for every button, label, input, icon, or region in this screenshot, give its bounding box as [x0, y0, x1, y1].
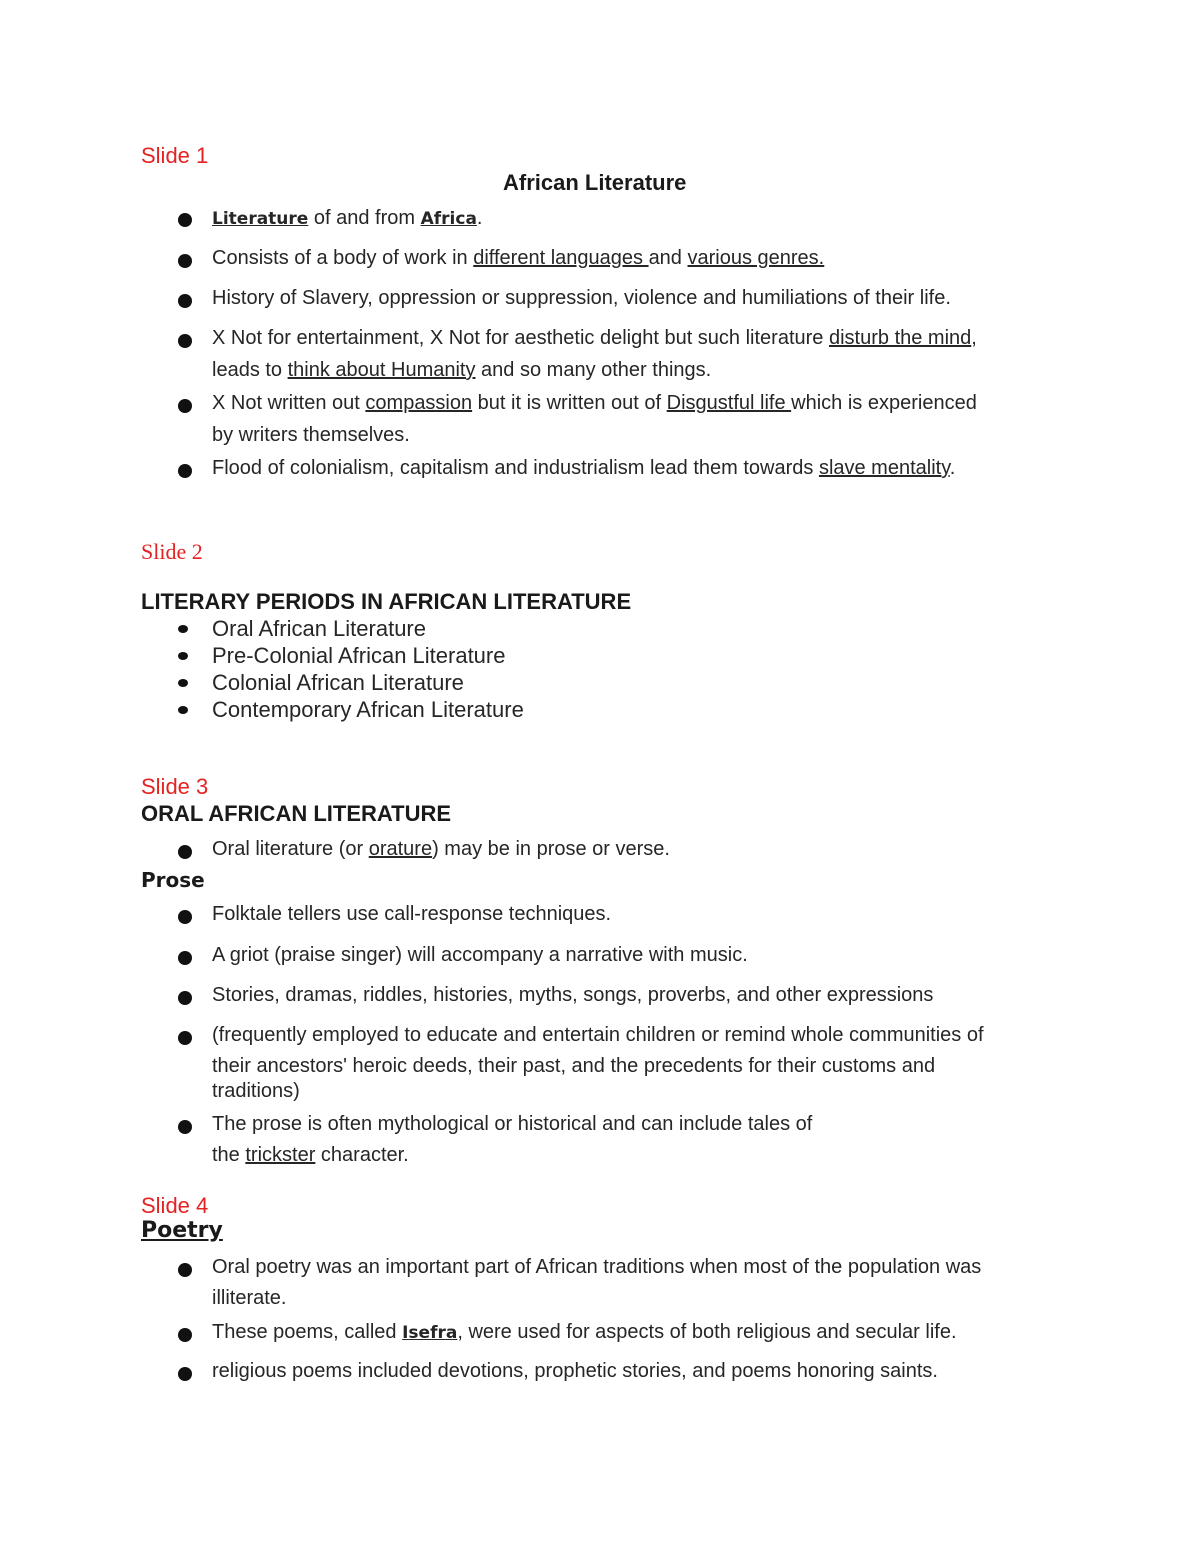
bullet-icon	[178, 1367, 192, 1381]
bullet-icon	[178, 991, 192, 1005]
prose-bullet-5-cont: the trickster character.	[212, 1144, 409, 1166]
slide-1-bullet-2: Consists of a body of work in different languages and various genres.	[212, 247, 825, 269]
prose-bullet-3: Stories, dramas, riddles, histories, myths, songs, proverbs, and other expressions	[212, 984, 934, 1006]
prose-subheading: Prose	[141, 868, 205, 892]
slide-1-bullet-4: X Not for entertainment, X Not for aesthetic delight but such literature disturb the mind,	[212, 327, 977, 349]
poetry-heading: Poetry	[141, 1218, 223, 1243]
bullet-icon	[178, 1120, 192, 1134]
slide-1-label: Slide 1	[141, 143, 209, 168]
slide-3-bullet-1: Oral literature (or orature) may be in prose or verse.	[212, 838, 670, 860]
period-item-4: Contemporary African Literature	[212, 697, 524, 722]
period-item-1: Oral African Literature	[212, 616, 426, 641]
bullet-icon	[178, 464, 192, 478]
slide-2-label: Slide 2	[141, 539, 203, 564]
poetry-bullet-2: These poems, called Isefra, were used for aspects of both religious and secular life.	[212, 1321, 957, 1343]
slide-1-bullet-5: X Not written out compassion but it is written out of Disgustful life which is experienced	[212, 392, 977, 414]
prose-bullet-4-cont-1: their ancestors' heroic deeds, their past, and the precedents for their customs and	[212, 1055, 936, 1077]
bullet-icon	[178, 845, 192, 859]
slide-1-bullet-5-cont: by writers themselves.	[212, 424, 410, 446]
bullet-icon	[178, 1328, 192, 1342]
slide-3-label: Slide 3	[141, 774, 209, 799]
bullet-icon	[178, 652, 188, 660]
document-title: African Literature	[503, 170, 687, 195]
slide-2-heading: LITERARY PERIODS IN AFRICAN LITERATURE	[141, 589, 632, 614]
period-item-2: Pre-Colonial African Literature	[212, 643, 506, 668]
slide-1-bullet-1: Literature of and from Africa.	[212, 207, 483, 229]
bullet-icon	[178, 679, 188, 687]
prose-bullet-4-cont-2: traditions)	[212, 1080, 300, 1102]
bullet-icon	[178, 334, 192, 348]
prose-bullet-5: The prose is often mythological or historical and can include tales of	[212, 1113, 813, 1135]
poetry-bullet-1-cont: illiterate.	[212, 1287, 287, 1309]
slide-1-bullet-6: Flood of colonialism, capitalism and industrialism lead them towards slave mentality.	[212, 457, 956, 479]
bullet-icon	[178, 910, 192, 924]
bullet-icon	[178, 706, 188, 714]
bullet-icon	[178, 254, 192, 268]
slide-1-bullet-3: History of Slavery, oppression or suppression, violence and humiliations of their life.	[212, 287, 951, 309]
bullet-icon	[178, 1031, 192, 1045]
bullet-icon	[178, 951, 192, 965]
slide-3-heading: ORAL AFRICAN LITERATURE	[141, 801, 452, 826]
prose-bullet-2: A griot (praise singer) will accompany a narrative with music.	[212, 944, 748, 966]
slide-1-bullet-4-cont: leads to think about Humanity and so many other things.	[212, 359, 712, 381]
prose-bullet-1: Folktale tellers use call-response techniques.	[212, 903, 612, 925]
bullet-icon	[178, 213, 192, 227]
bullet-icon	[178, 625, 188, 633]
bullet-icon	[178, 1263, 192, 1277]
poetry-bullet-1: Oral poetry was an important part of African traditions when most of the population was	[212, 1256, 982, 1278]
poetry-bullet-3: religious poems included devotions, prophetic stories, and poems honoring saints.	[212, 1360, 938, 1382]
slide-4-label: Slide 4	[141, 1193, 209, 1218]
period-item-3: Colonial African Literature	[212, 670, 464, 695]
bullet-icon	[178, 399, 192, 413]
prose-bullet-4: (frequently employed to educate and entertain children or remind whole communities of	[212, 1024, 984, 1046]
bullet-icon	[178, 294, 192, 308]
